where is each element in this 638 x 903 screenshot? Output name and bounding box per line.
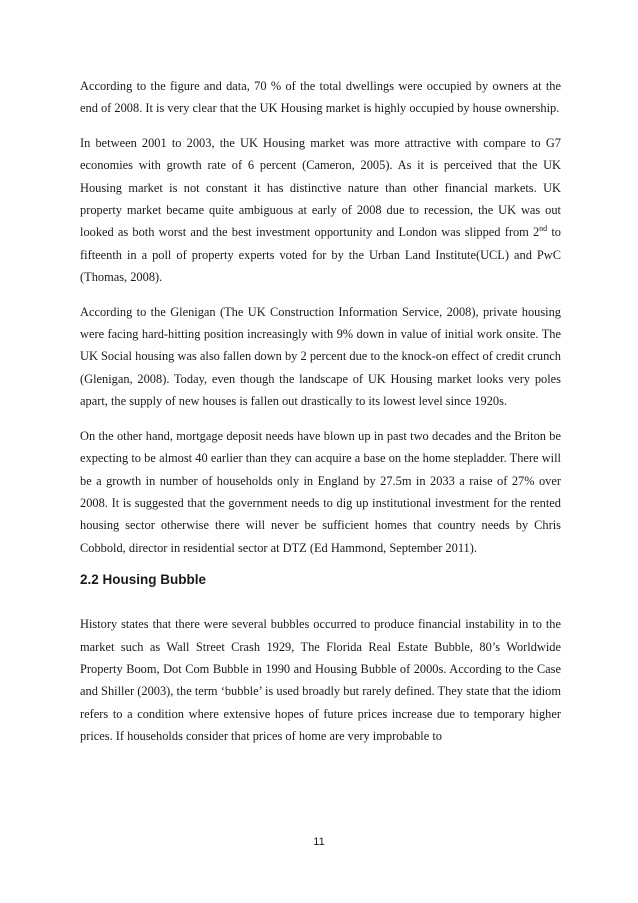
page-number: 11	[313, 836, 325, 848]
section-heading: 2.2 Housing Bubble	[80, 572, 207, 588]
paragraph-history-bubbles: History states that there were several bubbles occurred to produce financial instability in to the market such as Wall Street Crash 1929, The Florida Real Estate Bubble, 80’s Worldwide Property Boom, Dot Com Bubble in 1990 and Housing Bubble of 2000s. According to the Case and Shiller (2003), the term ‘bubble’ is used broadly but rarely defined. They state that the idiom refers to a condition where extensive hopes of future prices increase due to temporary higher prices. If households consider that prices of home are very improbable to	[80, 617, 561, 744]
paragraph-ownership: According to the figure and data, 70 % of the total dwellings were occupied by owners at the end of 2008. It is very clear that the UK Housing market is highly occupied by house ownership.	[80, 79, 561, 116]
paragraph-glenigan: According to the Glenigan (The UK Construction Information Service, 2008), private housing were facing hard-hitting position increasingly with 9% down in value of initial work onsite. The UK Social housing was also fallen down by 2 percent due to the knock-on effect of credit crunch (Glenigan, 2008). Today, even though the landscape of UK Housing market looks very poles apart, the supply of new houses is fallen out drastically to its lowest level since 1920s.	[80, 304, 561, 409]
paragraph-mortgage-deposit: On the other hand, mortgage deposit needs have blown up in past two decades and the Briton be expecting to be almost 40 earlier than they can acquire a base on the home stepladder. There will be a growth in number of households only in England by 27.5m in 2033 a raise of 27% over 2008. It is suggested that the government needs to dig up institutional investment for the rented housing sector otherwise there will never be sufficient homes that country needs by Chris Cobbold, director in residential sector at DTZ (Ed Hammond, September 2011).	[80, 428, 561, 555]
paragraph-text: In between 2001 to 2003, the UK Housing market was more attractive with compare to G7 economies with growth rate of 6 percent (Cameron, 2005). As it is perceived that the UK Housing market is not constant it has distinctive nature than other financial markets. UK property market became quite ambiguous at early of 2008 due to recession, the UK was out looked as both worst and the best investment opportunity and London was slipped from 2	[80, 135, 561, 240]
paragraph-uk-market-2001-2003	[80, 132, 561, 289]
ordinal-superscript: nd	[539, 224, 548, 234]
paragraph-text: to fifteenth in a poll of property experts voted for by the Urban Land Institute(UCL) and PwC (Thomas, 2008).	[80, 225, 561, 285]
page-content	[80, 75, 561, 760]
